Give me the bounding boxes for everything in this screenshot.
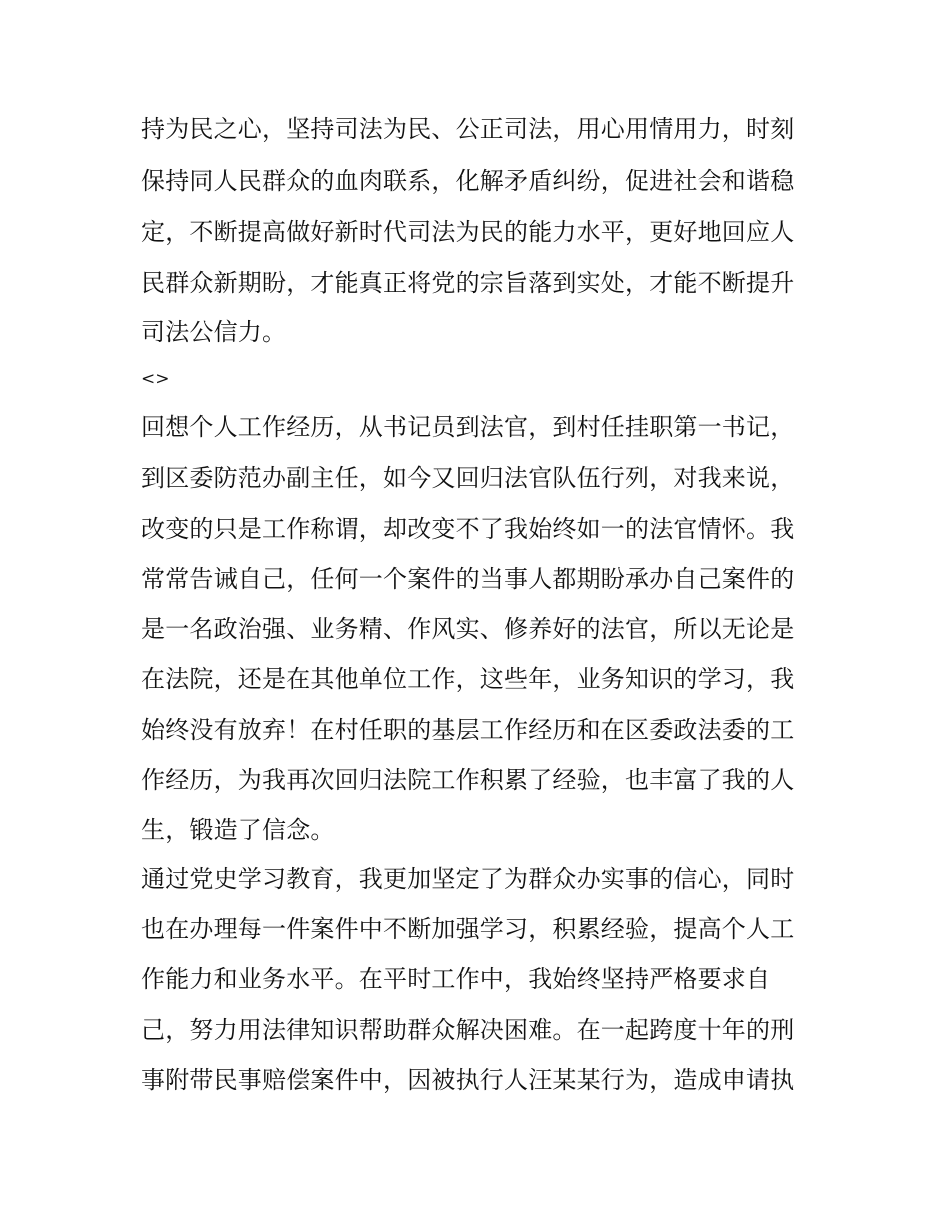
section-marker: <> <box>141 369 170 389</box>
text-line: 作经历，为我再次回归法院工作积累了经验，也丰富了我的人 <box>141 766 795 794</box>
text-line: 生，锻造了信念。 <box>141 816 335 844</box>
text-line: 回想个人工作经历，从书记员到法官，到村任挂职第一书记， <box>141 413 795 441</box>
text-line: 民群众新期盼，才能真正将党的宗旨落到实处，才能不断提升 <box>141 269 795 297</box>
text-line: 己，努力用法律知识帮助群众解决困难。在一起跨度十年的刑 <box>141 1016 795 1044</box>
text-line: 司法公信力。 <box>141 318 287 346</box>
text-line: 在法院，还是在其他单位工作，这些年，业务知识的学习，我 <box>141 665 795 693</box>
text-line: 也在办理每一件案件中不断加强学习，积累经验，提高个人工 <box>141 915 795 943</box>
text-line: 改变的只是工作称谓，却改变不了我始终如一的法官情怀。我 <box>141 515 795 543</box>
text-line: 始终没有放弃！在村任职的基层工作经历和在区委政法委的工 <box>141 716 795 744</box>
text-line: 事附带民事赔偿案件中，因被执行人汪某某行为，造成申请执 <box>141 1066 795 1094</box>
text-line: 持为民之心，坚持司法为民、公正司法，用心用情用力，时刻 <box>141 115 795 143</box>
text-line: 作能力和业务水平。在平时工作中，我始终坚持严格要求自 <box>141 965 771 993</box>
text-line: 是一名政治强、业务精、作风实、修养好的法官，所以无论是 <box>141 615 795 643</box>
text-line: 定，不断提高做好新时代司法为民的能力水平，更好地回应人 <box>141 218 795 246</box>
text-line: 到区委防范办副主任，如今又回归法官队伍行列，对我来说， <box>141 464 795 492</box>
text-line: 通过党史学习教育，我更加坚定了为群众办实事的信心，同时 <box>141 865 795 893</box>
text-line: 常常告诫自己，任何一个案件的当事人都期盼承办自己案件的 <box>141 565 795 593</box>
text-line: 保持同人民群众的血肉联系，化解矛盾纠纷，促进社会和谐稳 <box>141 167 795 195</box>
